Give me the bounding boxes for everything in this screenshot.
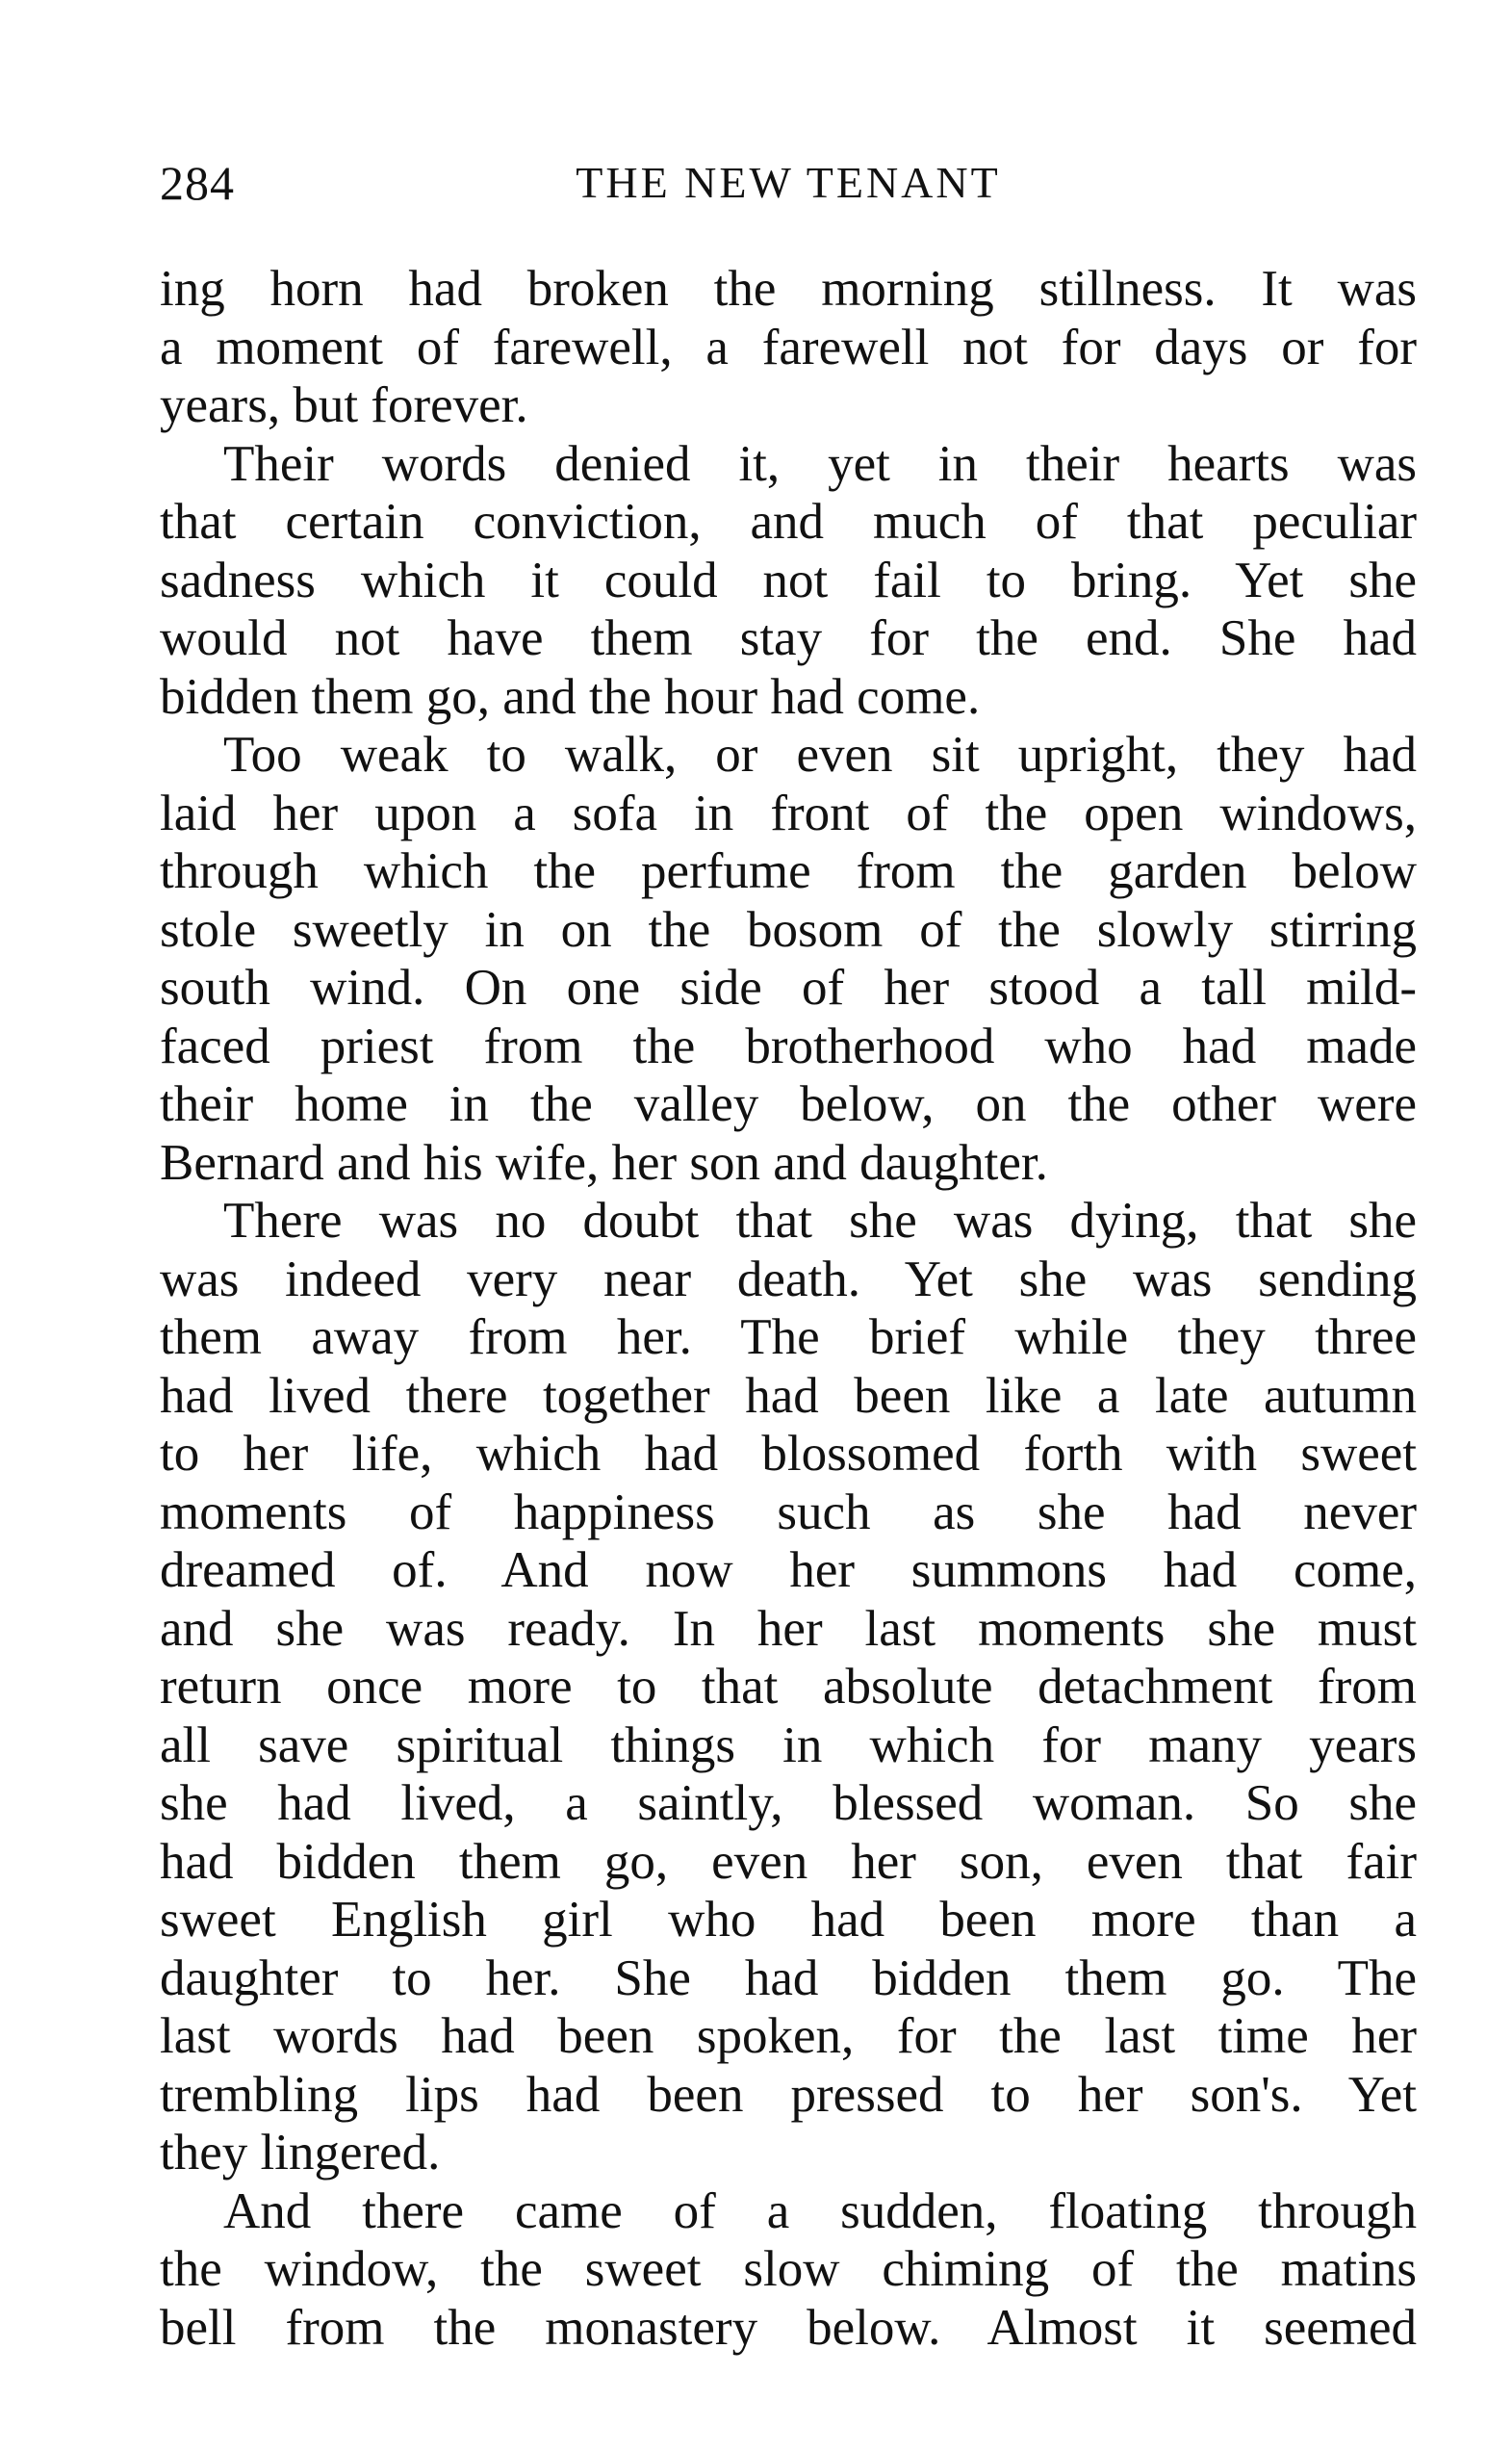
text-line: that certain conviction, and much of that peculiar <box>160 494 1417 550</box>
text-line: to her life, which had blossomed forth with sweet <box>160 1426 1417 1482</box>
text-line: south wind. On one side of her stood a tall mild- <box>160 960 1417 1016</box>
text-line: And there came of a sudden, floating through <box>223 2182 1417 2239</box>
text-line: dreamed of. And now her summons had come, <box>160 1542 1417 1598</box>
page-number: 284 <box>160 156 235 210</box>
text-line: and she was ready. In her last moments she must <box>160 1600 1417 1657</box>
text-line: last words had been spoken, for the last time her <box>160 2008 1417 2064</box>
running-head: THE NEW TENANT <box>576 158 1001 207</box>
text-line: had bidden them go, even her son, even that fair <box>160 1833 1417 1890</box>
text-line: Too weak to walk, or even sit upright, they had <box>223 727 1417 783</box>
text-line: Bernard and his wife, her son and daughter. <box>160 1134 1048 1191</box>
text-line: them away from her. The brief while they three <box>160 1309 1417 1365</box>
text-line: trembling lips had been pressed to her son's. Yet <box>160 2066 1417 2123</box>
text-line: return once more to that absolute detachment from <box>160 1659 1417 1715</box>
page-header <box>160 154 1417 212</box>
text-line: all save spiritual things in which for many years <box>160 1716 1417 1773</box>
body-text <box>160 260 1417 2357</box>
text-line: years, but forever. <box>160 377 528 433</box>
text-line: a moment of farewell, a farewell not for days or for <box>160 319 1417 375</box>
text-line: their home in the valley below, on the other were <box>160 1076 1417 1132</box>
text-line: daughter to her. She had bidden them go. The <box>160 1949 1417 2006</box>
text-line: was indeed very near death. Yet she was sending <box>160 1251 1417 1307</box>
text-line: laid her upon a sofa in front of the open windows, <box>160 785 1417 841</box>
text-line: the window, the sweet slow chiming of the matins <box>160 2241 1417 2297</box>
text-line: bell from the monastery below. Almost it seemed <box>160 2299 1417 2356</box>
text-line: she had lived, a saintly, blessed woman. So she <box>160 1775 1417 1831</box>
text-line: ing horn had broken the morning stillness. It was <box>160 261 1417 317</box>
text-line: bidden them go, and the hour had come. <box>160 668 981 725</box>
text-line: There was no doubt that she was dying, that she <box>223 1193 1417 1249</box>
text-line: Their words denied it, yet in their hearts was <box>223 435 1417 492</box>
text-line: had lived there together had been like a late autumn <box>160 1367 1417 1424</box>
text-line: they lingered. <box>160 2125 441 2181</box>
text-line: faced priest from the brotherhood who had made <box>160 1018 1417 1074</box>
text-line: through which the perfume from the garden below <box>160 843 1417 899</box>
text-line: sweet English girl who had been more than a <box>160 1892 1417 1948</box>
text-line: moments of happiness such as she had never <box>160 1484 1417 1540</box>
text-line: sadness which it could not fail to bring. Yet she <box>160 552 1417 608</box>
text-line: stole sweetly in on the bosom of the slowly stirring <box>160 901 1417 958</box>
text-line: would not have them stay for the end. She had <box>160 610 1417 666</box>
